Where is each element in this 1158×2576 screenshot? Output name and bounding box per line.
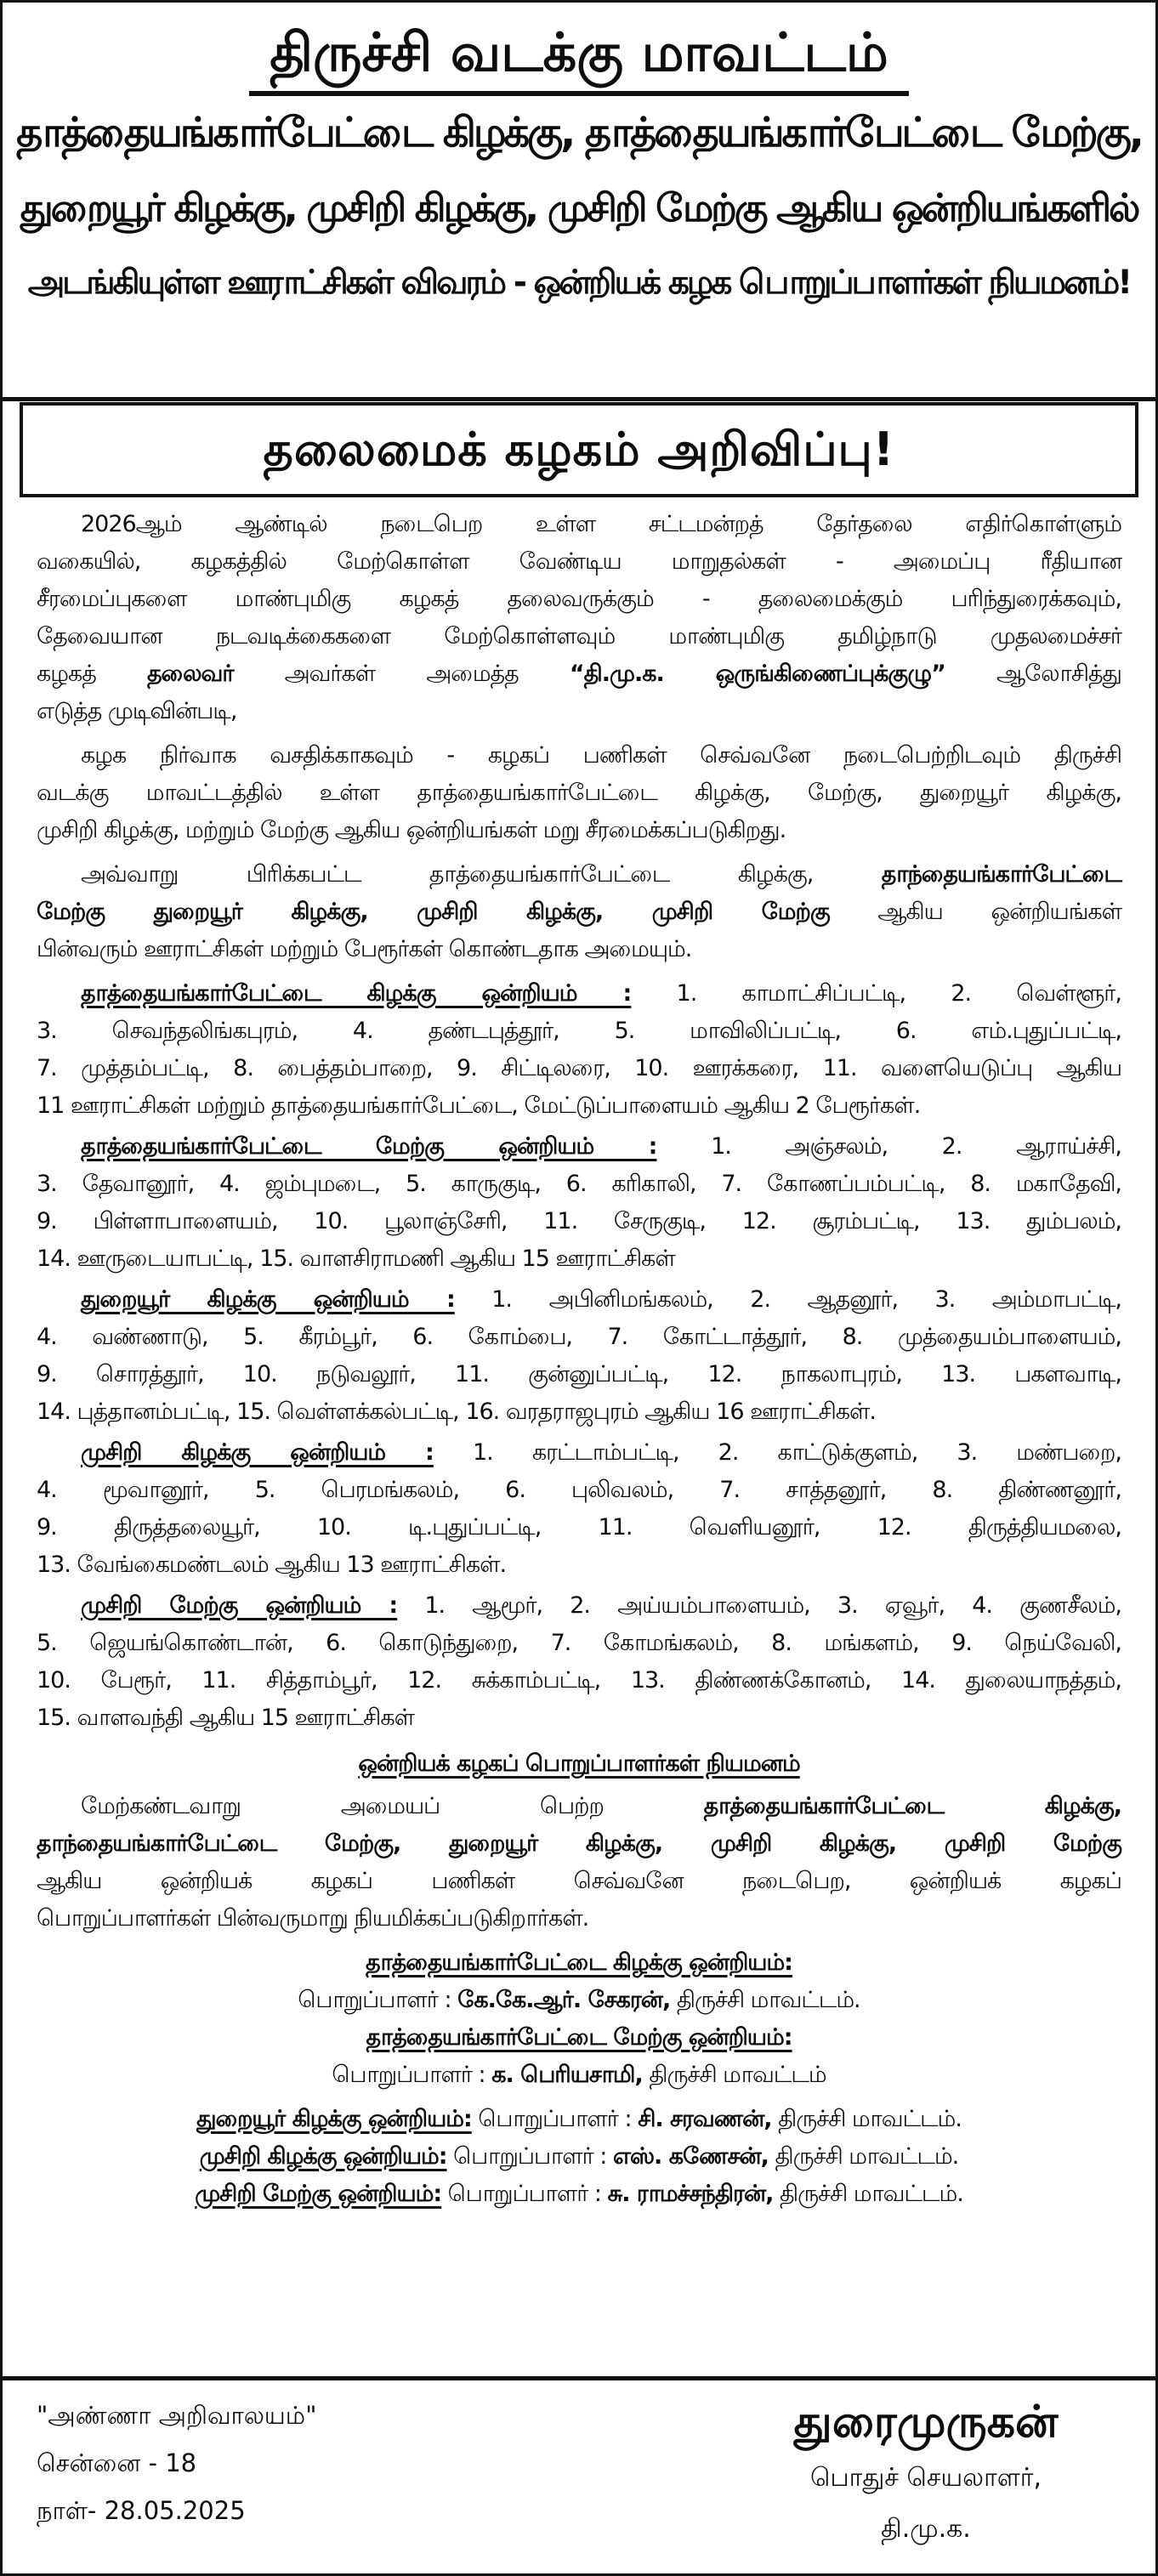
- committee-name: “தி.மு.க. ஒருங்கிணைப்புக்குழு”: [569, 661, 945, 687]
- union-villages: 1. அஞ்சலம், 2. ஆராய்ச்சி,: [711, 1133, 1122, 1160]
- office-name: "அண்ணா அறிவாலயம்": [37, 2401, 317, 2430]
- appointment-inline: [37, 2176, 1121, 2213]
- union-name: தாத்தையங்கார்பேட்டை மேற்கு ஒன்றியம் :: [81, 1133, 657, 1160]
- union-first-line: [37, 975, 1121, 1013]
- union-villages-line: 4. வண்ணாடு, 5. கீரம்பூர், 6. கோம்பை, 7. கோட்டாத்தூர், 8. முத்தையம்பாளையம்,: [37, 1324, 1121, 1350]
- paragraph-intro: [37, 506, 1121, 730]
- union-villages-line: 7. முத்தம்பட்டி, 8. பைத்தம்பாறை, 9. சிட்டிலரை, 10. ஊரக்கரை, 11. வளையெடுப்பு ஆகிய: [37, 1055, 1121, 1081]
- p1-line: சீரமைப்புகளை மாண்புமிகு கழகத் தலைவருக்கும் - தலைமைக்கும் பரிந்துரைக்கவும்,: [37, 586, 1121, 612]
- union-villages-line: 9. திருத்தலையூர், 10. டி.புதுப்பட்டி, 11. வெளியனூர், 12. திருத்தியமலை,: [37, 1514, 1121, 1540]
- appt-intro-line: ஆகிய ஒன்றியக் கழகப் பணிகள் செவ்வனே நடைபெற, ஒன்றியக் கழகப்: [37, 1868, 1121, 1894]
- bold-text: மேற்கு துறையூர் கிழக்கு, முசிறி கிழக்கு, முசிறி மேற்கு: [37, 899, 830, 925]
- paragraph-division: [37, 856, 1121, 968]
- person-name: க. பெரியசாமி,: [491, 2062, 643, 2088]
- district-label: திருச்சி மாவட்டம்.: [775, 2143, 959, 2170]
- person-name: எஸ். கணேசன்,: [612, 2143, 769, 2170]
- appointment-union: முசிறி கிழக்கு ஒன்றியம்:: [199, 2143, 447, 2170]
- union-villages-line: 13. வேங்கைமண்டலம் ஆகிய 13 ஊராட்சிகள்.: [37, 1552, 507, 1578]
- text-span: ஆலோசித்து: [996, 661, 1121, 687]
- union-name: தாத்தையங்கார்பேட்டை கிழக்கு ஒன்றியம் :: [81, 980, 632, 1007]
- role-label: பொறுப்பாளர் :: [478, 2106, 632, 2132]
- party-name: தி.மு.க.: [881, 2514, 971, 2544]
- appointment-inline: [37, 2101, 1121, 2138]
- district-label: திருச்சி மாவட்டம்: [649, 2062, 826, 2088]
- p1-line: 2026ஆம் ஆண்டில் நடைபெற உள்ள சட்டமன்றத் தேர்தலை எதிர்கொள்ளும்: [81, 511, 1121, 537]
- district-label: திருச்சி மாவட்டம்.: [676, 1987, 860, 2013]
- bold-text: தாத்தையங்கார்பேட்டை கிழக்கு,: [703, 1793, 1121, 1819]
- footer: [37, 2392, 1121, 2570]
- headline-1: தாத்தையங்கார்பேட்டை கிழக்கு, தாத்தையங்கார்பேட்டை மேற்கு,: [16, 110, 1142, 156]
- union-villages-line: 10. பேரூர், 11. சித்தாம்பூர், 12. சுக்காம்பட்டி, 13. திண்ணக்கோனம், 14. துலையாநத்தம்,: [37, 1667, 1121, 1694]
- appt-intro-line: [37, 1788, 1121, 1825]
- district-title: திருச்சி வடக்கு மாவட்டம்: [249, 14, 909, 96]
- union-villages-line: 14. ஊருடையாபட்டி, 15. வாளசிராமணி ஆகிய 15 ஊராட்சிகள்: [37, 1245, 675, 1272]
- headline-2: துறையூர் கிழக்கு, முசிறி கிழக்கு, முசிறி மேற்கு ஆகிய ஒன்றியங்களில்: [20, 185, 1138, 230]
- appointment-entry: [37, 1944, 1121, 2019]
- text-span: கழகத்: [37, 661, 96, 687]
- p2-line: முசிறி கிழக்கு, மற்றும் மேற்கு ஆகிய ஒன்றியங்கள் மறு சீரமைக்கப்படுகிறது.: [37, 817, 786, 843]
- signatory-title: பொதுச் செயலாளர்,: [809, 2463, 1042, 2493]
- bold-text: தலைவர்: [146, 661, 234, 687]
- role-label: பொறுப்பாளர் :: [332, 2062, 485, 2088]
- appointment-union: தாத்தையங்கார்பேட்டை கிழக்கு ஒன்றியம்:: [366, 1949, 792, 1976]
- union-villages: 1. காமாட்சிப்பட்டி, 2. வெள்ளூர்,: [676, 980, 1121, 1007]
- union-villages-line: 3. தேவானூர், 4. ஜம்புமடை, 5. காருகுடி, 6. கரிகாலி, 7. கோணப்பம்பட்டி, 8. மகாதேவி,: [37, 1171, 1121, 1197]
- union-villages-line: 11 ஊராட்சிகள் மற்றும் தாத்தையங்கார்பேட்டை, மேட்டுப்பாளையம் ஆகிய 2 பேரூர்கள்.: [37, 1092, 921, 1119]
- p2-line: கழக நிர்வாக வசதிக்காகவும் - கழகப் பணிகள் செவ்வனே நடைபெற்றிடவும் திருச்சி: [81, 742, 1121, 769]
- appt-intro-line: தாந்தையங்கார்பேட்டை மேற்கு, துறையூர் கிழக்கு, முசிறி கிழக்கு, முசிறி மேற்கு: [37, 1830, 1121, 1857]
- union-villages-line: 4. மூவானூர், 5. பெரமங்கலம், 6. புலிவலம், 7. சாத்தனூர், 8. திண்ணனூர்,: [37, 1477, 1121, 1503]
- union-villages-line: 15. வாளவந்தி ஆகிய 15 ஊராட்சிகள்: [37, 1705, 414, 1731]
- district-label: திருச்சி மாவட்டம்.: [778, 2106, 962, 2132]
- union-name: துறையூர் கிழக்கு ஒன்றியம் :: [81, 1286, 455, 1313]
- issuing-office: [37, 2392, 316, 2534]
- bold-text: தாந்தையங்கார்பேட்டை: [881, 861, 1122, 888]
- union-villages-line: 9. சொரத்தூர், 10. நடுவலூர், 11. குன்னுப்பட்டி, 12. நாகலாபுரம், 13. பகளவாடி,: [37, 1361, 1121, 1387]
- appointment-union: முசிறி மேற்கு ஒன்றியம்:: [195, 2181, 442, 2207]
- header-divider: [3, 397, 1155, 401]
- issue-date: நாள்- 28.05.2025: [37, 2496, 246, 2525]
- p1-line: தேவையான நடவடிக்கைகளை மேற்கொள்ளவும் மாண்புமிகு தமிழ்நாடு முதலமைச்சர்: [37, 623, 1121, 650]
- union-section: [37, 975, 1121, 1125]
- appointment-union: துறையூர் கிழக்கு ஒன்றியம்:: [196, 2106, 472, 2132]
- appointment-inline: [37, 2138, 1121, 2176]
- appointment-entry: [37, 2138, 1121, 2176]
- appointment-entry: [37, 2176, 1121, 2213]
- notice-title-box: [20, 402, 1138, 497]
- role-label: பொறுப்பாளர் :: [453, 2143, 607, 2170]
- text-span: அவ்வாறு பிரிக்கபட்ட தாத்தையங்கார்பேட்டை கிழக்கு,: [81, 861, 814, 888]
- signatory-name: துரைமுருகன்: [793, 2397, 1059, 2448]
- person-name: சி. சரவணன்,: [638, 2106, 772, 2132]
- union-section: [37, 1587, 1121, 1737]
- union-section: [37, 1281, 1121, 1431]
- appointment-person: [37, 1982, 1121, 2019]
- p2-line: வடக்கு மாவட்டத்தில் உள்ள தாத்தையங்கார்பேட்டை கிழக்கு, மேற்கு, துறையூர் கிழக்கு,: [37, 780, 1121, 806]
- district-label: திருச்சி மாவட்டம்.: [780, 2181, 963, 2207]
- header: [3, 3, 1155, 400]
- union-villages-line: 5. ஜெயங்கொண்டான், 6. கொடுந்துறை, 7. கோமங்கலம், 8. மங்களம், 9. நெய்வேலி,: [37, 1630, 1121, 1656]
- notice-title: தலைமைக் கழகம் அறிவிப்பு!: [263, 423, 895, 476]
- appointment-entry: [37, 2101, 1121, 2138]
- p3-line: பின்வரும் ஊராட்சிகள் மற்றும் பேரூர்கள் கொண்டதாக அமையும்.: [37, 936, 692, 962]
- union-villages-line: 3. செவந்தலிங்கபுரம், 4. தண்டபுத்தூர், 5. மாவிலிப்பட்டி, 6. எம்.புதுப்பட்டி,: [37, 1018, 1121, 1044]
- footer-divider: [3, 2376, 1155, 2380]
- union-section: [37, 1434, 1121, 1584]
- appointment-person: [37, 2057, 1121, 2094]
- p1-line: வகையில், கழகத்தில் மேற்கொள்ள வேண்டிய மாறுதல்கள் - அமைப்பு ரீதியான: [37, 548, 1121, 575]
- person-name: கே.கே.ஆர். சேகரன்,: [457, 1987, 671, 2013]
- union-villages: 1. ஆமூர், 2. அய்யம்பாளையம், 3. ஏவூர், 4. குணசீலம்,: [424, 1592, 1122, 1619]
- appointments-heading-text: ஒன்றியக் கழகப் பொறுப்பாளர்கள் நியமனம்: [358, 1750, 800, 1777]
- appointment-union: தாத்தையங்கார்பேட்டை மேற்கு ஒன்றியம்:: [366, 2024, 792, 2051]
- union-villages-line: 14. புத்தானம்பட்டி, 15. வெள்ளக்கல்பட்டி, 16. வரதராஜபுரம் ஆகிய 16 ஊராட்சிகள்.: [37, 1399, 876, 1425]
- appointment-entry: [37, 2019, 1121, 2094]
- text-span: மேற்கண்டவாறு அமையப் பெற்ற: [81, 1793, 604, 1819]
- paragraph-reorg: [37, 737, 1121, 849]
- role-label: பொறுப்பாளர் :: [298, 1987, 451, 2013]
- union-name: முசிறி மேற்கு ஒன்றியம் :: [81, 1592, 398, 1619]
- appointments-intro: [37, 1788, 1121, 1938]
- union-name: முசிறி கிழக்கு ஒன்றியம் :: [81, 1439, 434, 1466]
- p1-line: எடுத்த முடிவின்படி,: [37, 698, 237, 724]
- signature-block: [747, 2392, 1104, 2555]
- p1-line: [37, 655, 1121, 693]
- headline-3: அடங்கியுள்ள ஊராட்சிகள் விவரம் - ஒன்றியக் கழக பொறுப்பாளர்கள் நியமனம்!: [27, 264, 1131, 302]
- p3-line: [37, 856, 1121, 894]
- role-label: பொறுப்பாளர் :: [447, 2181, 602, 2207]
- union-first-line: [37, 1587, 1121, 1625]
- appt-intro-line: பொறுப்பாளர்கள் பின்வருமாறு நியமிக்கப்படுகிறார்கள்.: [37, 1905, 589, 1932]
- office-city: சென்னை - 18: [37, 2448, 197, 2477]
- union-villages: 1. கரட்டாம்பட்டி, 2. காட்டுக்குளம், 3. மண்பறை,: [472, 1439, 1121, 1466]
- text-span: ஆகிய ஒன்றியங்கள்: [877, 899, 1121, 925]
- union-section: [37, 1128, 1121, 1278]
- union-first-line: [37, 1281, 1121, 1319]
- body-text: [37, 506, 1121, 2213]
- union-first-line: [37, 1434, 1121, 1472]
- person-name: சு. ராமச்சந்திரன்,: [607, 2181, 774, 2207]
- union-villages-line: 9. பிள்ளாபாளையம், 10. பூலாஞ்சேரி, 11. சேருகுடி, 12. சூரம்பட்டி, 13. தும்பலம்,: [37, 1208, 1121, 1234]
- text-span: அவர்கள் அமைத்த: [284, 661, 519, 687]
- union-villages: 1. அபினிமங்கலம், 2. ஆதனூர், 3. அம்மாபட்டி,: [491, 1286, 1122, 1313]
- appointments-heading: [37, 1745, 1121, 1783]
- p3-line: [37, 894, 1121, 931]
- union-first-line: [37, 1128, 1121, 1166]
